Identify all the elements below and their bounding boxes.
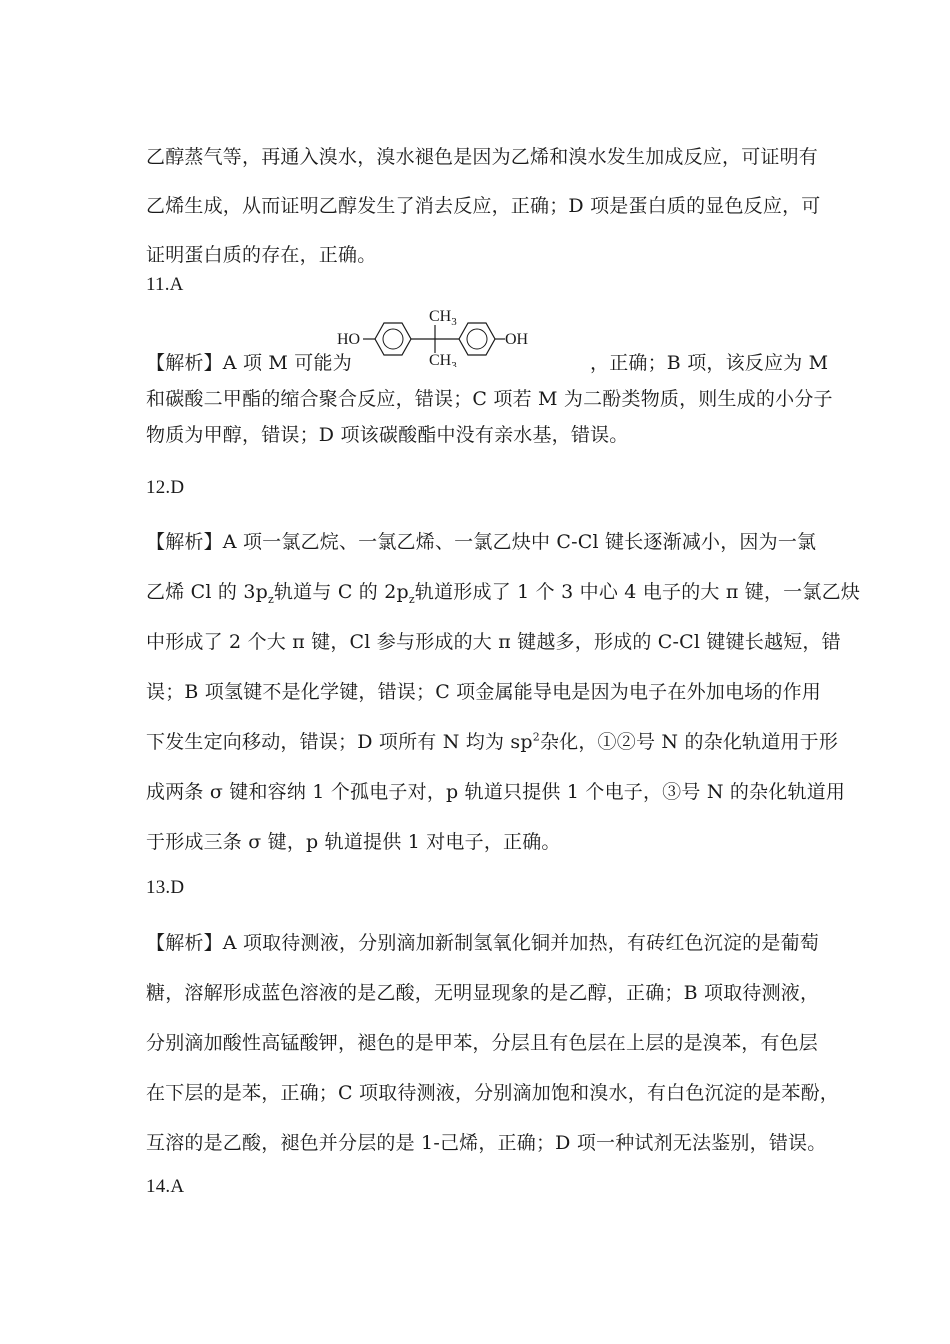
q13-answer-number: 13.D	[146, 877, 185, 898]
q12-text-line-4: 误；B 项氢键不是化学键，错误；C 项金属能导电是因为电子在外加电场的作用	[146, 681, 821, 703]
structure-bottom-methyl: $CH_3$	[429, 352, 457, 367]
q11-text-line-1-suffix: ，正确；B 项，该反应为 M	[590, 352, 829, 374]
left-benzene-ring	[375, 323, 411, 355]
right-ring-aromatic-circle	[467, 329, 487, 349]
q11-text-line-3: 物质为甲醇，错误；D 项该碳酸酯中没有亲水基，错误。	[146, 424, 629, 446]
q12-text-line-1: 【解析】A 项一氯乙烷、一氯乙烯、一氯乙炔中 C-Cl 键长逐渐减小，因为一氯	[146, 531, 817, 553]
q13-text-line-3: 分别滴加酸性高锰酸钾，褪色的是甲苯，分层且有色层在上层的是溴苯，有色层	[146, 1032, 819, 1054]
right-benzene-ring	[459, 323, 495, 355]
q12-answer-number: 12.D	[146, 477, 185, 498]
q11-text-line-2: 和碳酸二甲酯的缩合聚合反应，错误；C 项若 M 为二酚类物质，则生成的小分子	[146, 388, 833, 410]
q13-text-line-5: 互溶的是乙酸，褪色并分层的是 1-己烯，正确；D 项一种试剂无法鉴别，错误。	[146, 1132, 827, 1154]
q12-text-line-2: 乙烯 Cl 的 $3p_z$轨道与 C 的 $2p_z$轨道形成了 1 个 3 中心 4 电子的大 π 键，一氯乙炔	[146, 581, 860, 606]
q13-text-line-2: 糖，溶解形成蓝色溶液的是乙酸，无明显现象的是乙醇，正确；B 项取待测液，	[146, 982, 820, 1004]
q10-text-line-1: 乙醇蒸气等，再通入溴水，溴水褪色是因为乙烯和溴水发生加成反应，可证明有	[146, 146, 819, 168]
q12-text-line-6: 成两条 σ 键和容纳 1 个孤电子对，p 轨道只提供 1 个电子，③号 N 的杂化轨道用	[146, 781, 846, 803]
q12-text-line-3: 中形成了 2 个大 π 键，Cl 参与形成的大 π 键越多，形成的 C-Cl 键键长越短，错	[146, 631, 841, 653]
structure-top-methyl: $CH_3$	[429, 308, 457, 328]
q10-text-line-3: 证明蛋白质的存在，正确。	[146, 244, 377, 266]
q11-text-line-1-prefix: 【解析】A 项 M 可能为	[146, 352, 352, 374]
q12-text-line-7: 于形成三条 σ 键，p 轨道提供 1 对电子，正确。	[146, 831, 561, 853]
q14-answer-number: 14.A	[146, 1176, 185, 1197]
bisphenol-structure-diagram	[333, 305, 533, 371]
q11-answer-number: 11.A	[146, 274, 184, 295]
structure-left-group: HO	[337, 331, 361, 348]
q10-text-line-2: 乙烯生成，从而证明乙醇发生了消去反应，正确；D 项是蛋白质的显色反应，可	[146, 195, 821, 217]
left-ring-aromatic-circle	[383, 329, 403, 349]
q13-text-line-4: 在下层的是苯，正确；C 项取待测液，分别滴加饱和溴水，有白色沉淀的是苯酚，	[146, 1082, 839, 1104]
q13-text-line-1: 【解析】A 项取待测液，分别滴加新制氢氧化铜并加热，有砖红色沉淀的是葡萄	[146, 932, 819, 954]
structure-right-group: OH	[505, 331, 529, 348]
q12-text-line-5: 下发生定向移动，错误；D 项所有 N 均为 $sp^2$杂化，①②号 N 的杂化轨道用于形	[146, 730, 839, 753]
